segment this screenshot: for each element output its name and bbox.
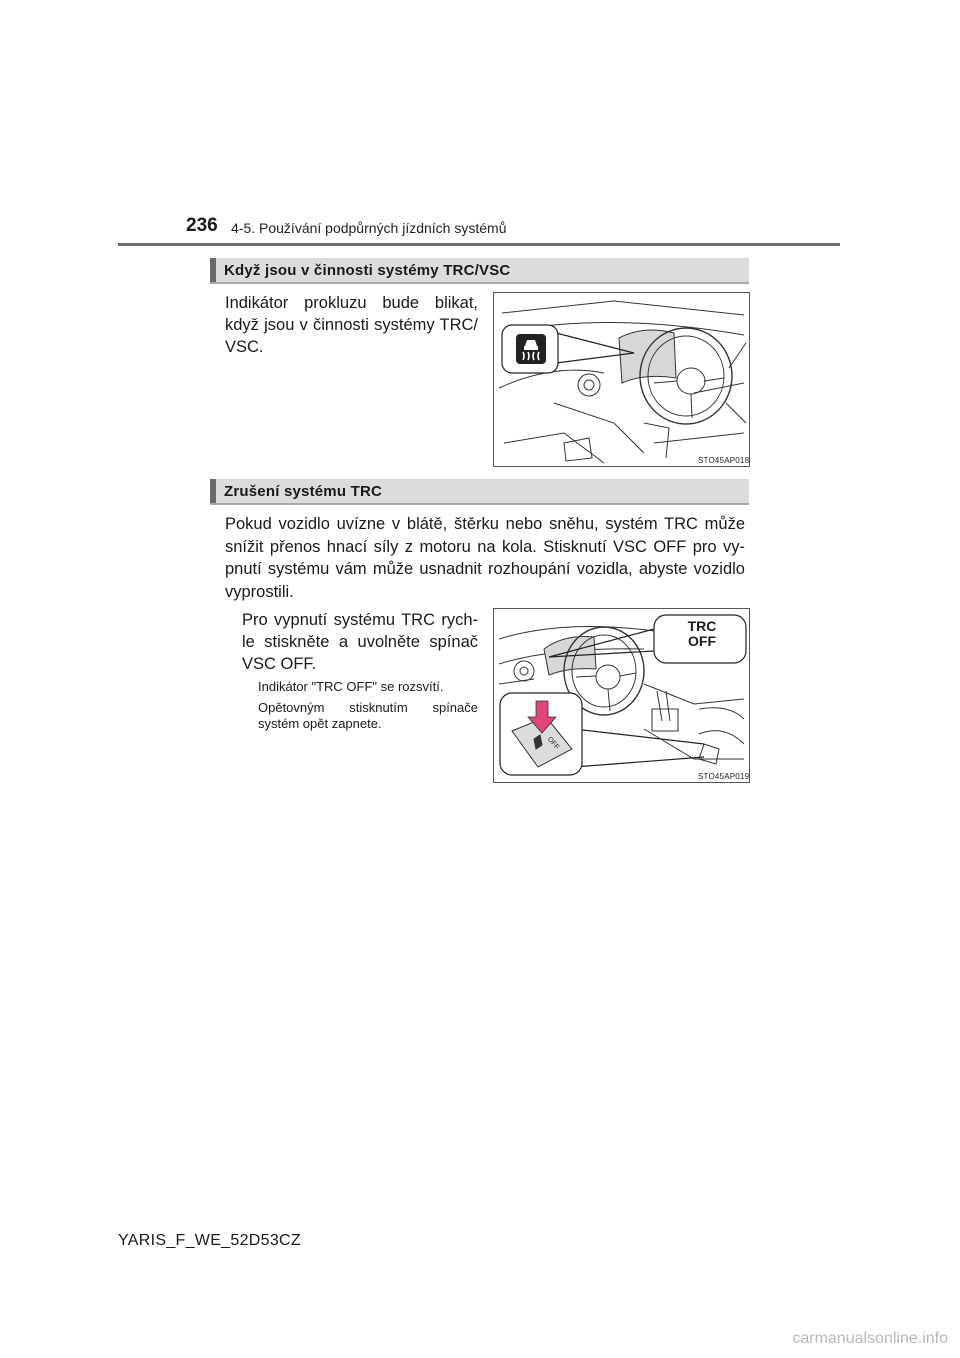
section-accent	[210, 479, 216, 503]
switch-label: OFF	[545, 735, 561, 752]
section-heading-text: Zrušení systému TRC	[224, 483, 383, 500]
slip-indicator-paragraph: Indikátor prokluzu bude blikat, když jsou v činnosti systémy TRC/ VSC.	[225, 294, 478, 356]
note-reactivate: Opětovným stisknutím spínače systém opět zapnete.	[258, 700, 478, 731]
slip-indicator-icon	[516, 334, 546, 364]
chapter-title: 4-5. Používání podpůrných jízdních systémů	[231, 220, 507, 236]
trc-step-paragraph: Pro vypnutí systému TRC rych-le stiskněte a uvolněte spínač VSC OFF.	[242, 611, 478, 673]
section-heading-trc-off	[210, 479, 749, 505]
trc-off-callout	[662, 619, 742, 649]
figure-vsc-off-switch	[493, 608, 750, 783]
section-accent	[210, 258, 216, 282]
callout-line-2: OFF	[688, 633, 716, 649]
page-number: 236	[186, 215, 218, 236]
figure-code: STO45AP019	[698, 772, 750, 781]
footer-doc-id: YARIS_F_WE_52D53CZ	[118, 1232, 301, 1249]
callout-line-1: TRC	[687, 618, 717, 634]
figure-slip-indicator	[493, 292, 750, 467]
section-heading-text: Když jsou v činnosti systémy TRC/VSC	[224, 262, 511, 279]
header-rule	[118, 243, 840, 246]
note-indicator: Indikátor "TRC OFF" se rozsvítí.	[258, 679, 444, 694]
section-heading-trc-vsc	[210, 258, 749, 284]
figure-code: STO45AP018	[698, 456, 750, 465]
trc-intro-paragraph: Pokud vozidlo uvízne v blátě, štěrku nebo sněhu, systém TRC může snížit přenos hnací síly z motoru na kola. Stisknutí VSC OFF pro vy-pnutí systému vám může usnadnit rozhoupání vozidla, abyste vozidlo vyprostili.	[225, 515, 745, 601]
watermark: carmanualsonline.info	[792, 1330, 948, 1347]
